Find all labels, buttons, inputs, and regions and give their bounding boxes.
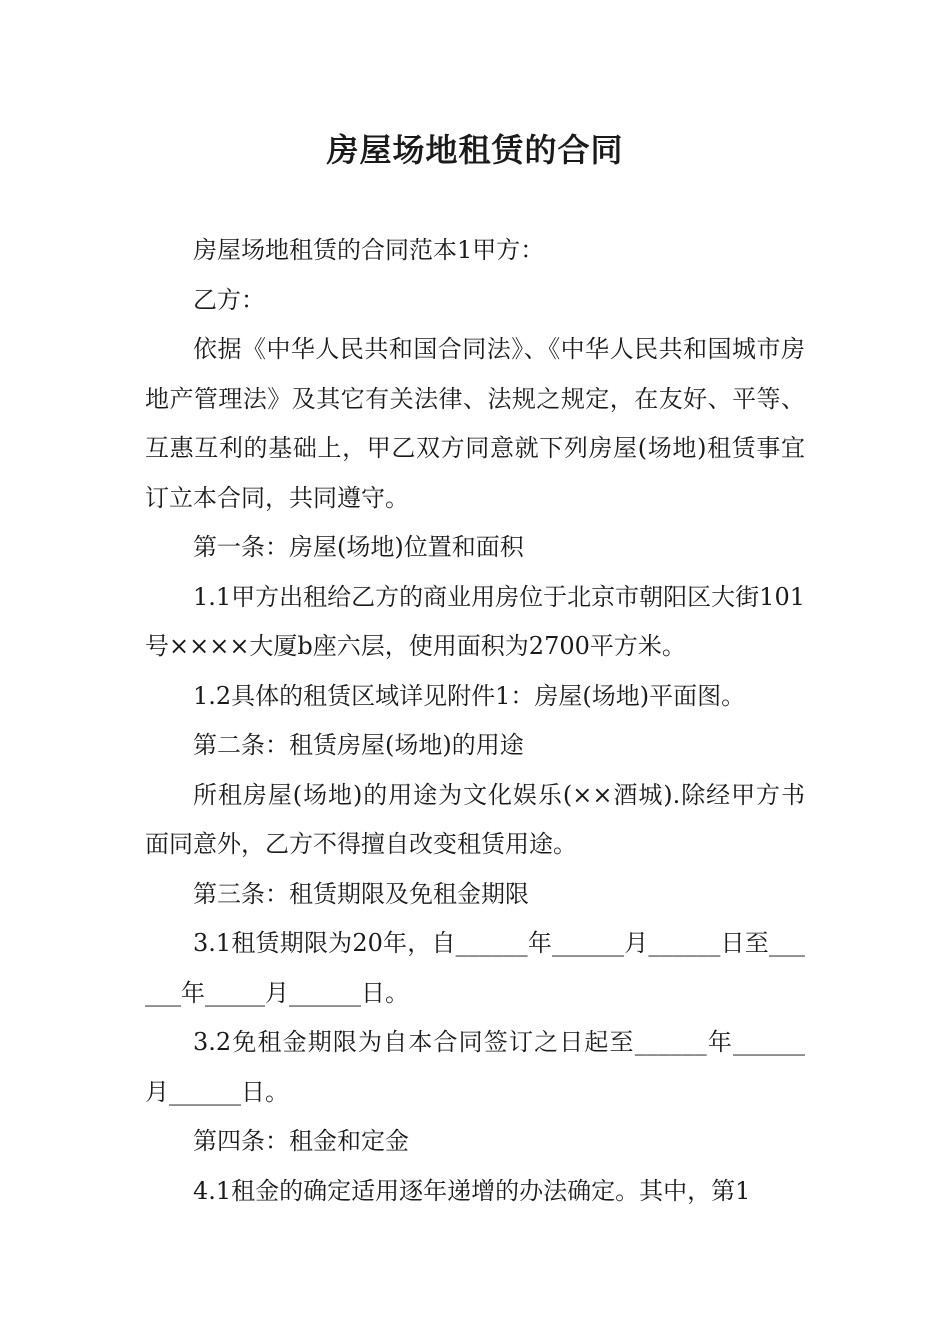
paragraph-basis: 依据《中华人民共和国合同法》、《中华人民共和国城市房地产管理法》及其它有关法律、法规之规定，在友好、平等、互惠互利的基础上，甲乙双方同意就下列房屋(场地)租赁事宜订立本合同，共同遵守。 [145,335,805,512]
paragraph-intro: 房屋场地租赁的合同范本1甲方： [193,236,545,264]
document-body [145,226,805,1216]
article-2-heading: 第二条：租赁房屋(场地)的用途 [193,731,524,759]
clause-2-body: 所租房屋(场地)的用途为文化娱乐(××酒城).除经甲方书面同意外，乙方不得擅自改变租赁用途。 [145,780,805,858]
clause-1-2: 1.2具体的租赁区域详见附件1：房屋(场地)平面图。 [193,681,746,710]
clause-1-1: 1.1甲方出租给乙方的商业用房位于北京市朝阳区大街101号××××大厦b座六层，使用面积为2700平方米。 [145,582,805,660]
clause-3-1: 3.1租赁期限为20年，自______年______月______日至______年_____月______日。 [145,929,805,1007]
article-4-heading: 第四条：租金和定金 [193,1127,409,1155]
paragraph-party-b: 乙方： [193,285,265,314]
document-title: 房屋场地租赁的合同 [326,131,624,169]
clause-3-2: 3.2免租金期限为自本合同签订之日起至______年______月______日。 [145,1028,805,1106]
article-3-heading: 第三条：租赁期限及免租金期限 [193,879,529,908]
clause-4-1: 4.1租金的确定适用逐年递增的办法确定。其中，第1 [193,1176,751,1205]
article-1-heading: 第一条：房屋(场地)位置和面积 [193,533,524,561]
